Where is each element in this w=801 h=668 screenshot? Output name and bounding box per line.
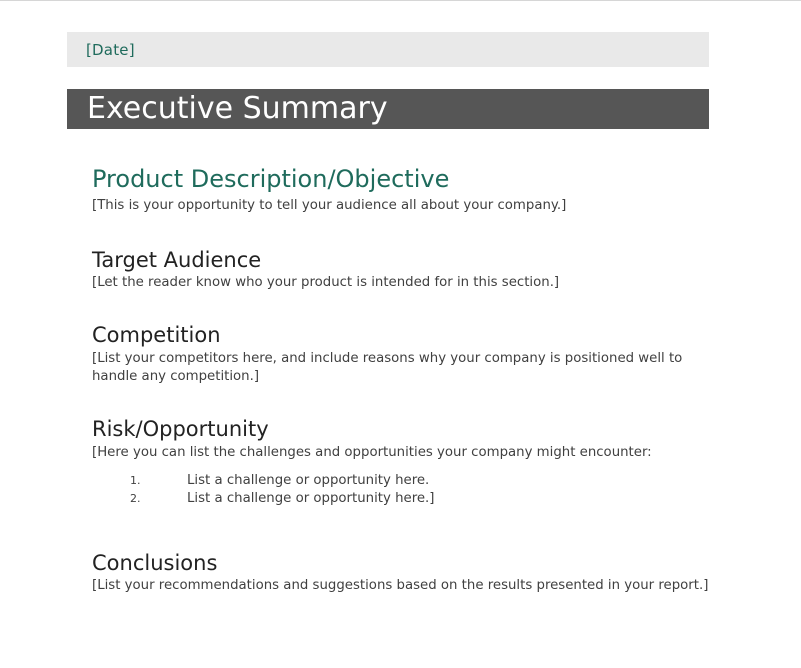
section-body-conclusions[interactable]: [List your recommendations and suggestions based on the results presented in your report.] (92, 578, 709, 593)
section-body-product[interactable]: [This is your opportunity to tell your audience all about your company.] (92, 198, 567, 213)
section-risk (92, 416, 712, 508)
section-heading-risk[interactable]: Risk/Opportunity (92, 417, 269, 441)
section-conclusions (92, 550, 712, 595)
section-body-risk[interactable]: [Here you can list the challenges and opportunities your company might encounter: (92, 445, 652, 460)
section-heading-competition[interactable]: Competition (92, 323, 221, 347)
section-product (92, 164, 712, 215)
risk-list (92, 472, 712, 508)
date-bar (67, 32, 709, 67)
date-field[interactable]: [Date] (86, 41, 135, 59)
document-title[interactable]: Executive Summary (87, 91, 388, 126)
list-item-text: List a challenge or opportunity here. (187, 473, 430, 488)
section-competition (92, 322, 712, 386)
list-item[interactable] (92, 472, 712, 490)
section-heading-product[interactable]: Product Description/Objective (92, 165, 450, 193)
list-number: 1. (130, 474, 141, 487)
section-heading-conclusions[interactable]: Conclusions (92, 551, 218, 575)
section-heading-audience[interactable]: Target Audience (92, 248, 262, 272)
list-item-text: List a challenge or opportunity here.] (187, 491, 435, 506)
list-number: 2. (130, 492, 141, 505)
section-audience (92, 247, 712, 292)
section-body-audience[interactable]: [Let the reader know who your product is intended for in this section.] (92, 275, 560, 290)
title-bar (67, 89, 709, 129)
section-body-competition[interactable]: [List your competitors here, and include reasons why your company is positioned well to handle any competition.] (92, 351, 683, 384)
list-item[interactable] (92, 490, 712, 508)
